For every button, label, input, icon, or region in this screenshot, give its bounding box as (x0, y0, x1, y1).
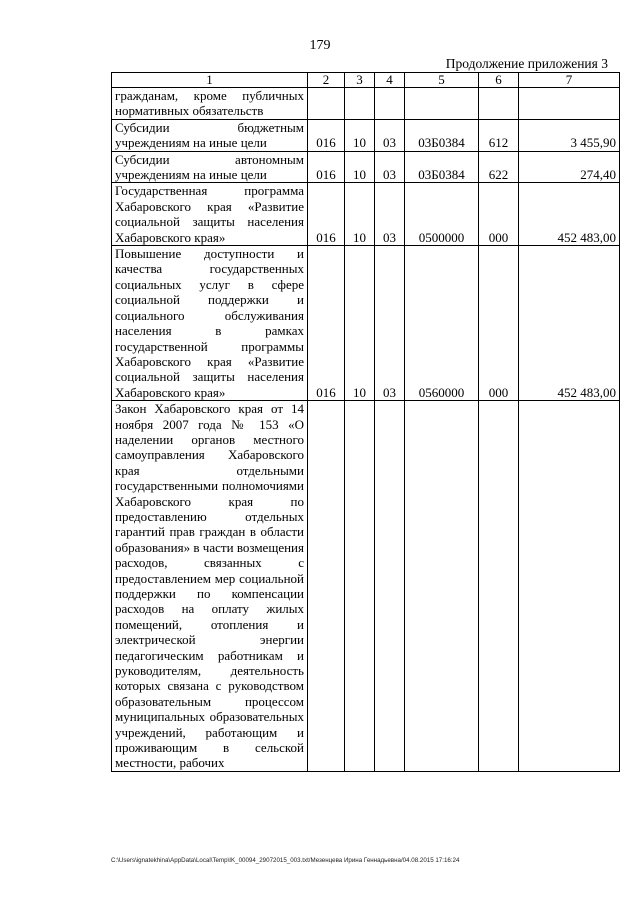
row-amount: 3 455,90 (519, 119, 620, 151)
row-subsection (375, 88, 405, 120)
table-row (112, 246, 620, 401)
row-target-article (405, 401, 479, 772)
continuation-label: Продолжение приложения 3 (445, 56, 608, 71)
row-section: 10 (345, 151, 375, 183)
row-subsection (375, 401, 405, 772)
table-row (112, 151, 620, 183)
row-expense-type: 622 (479, 151, 519, 183)
row-name: Закон Хабаровского края от 14 ноября 2007 года № 153 «О наделении органов местного самоуправления Хабаровского края отдельными государственными полномочиями Хабаровского края по предоставлению отдельных гарантий прав граждан в области образования» в части возмещения расходов, связанных с предоставлением мер социальной поддержки по компенсации расходов на оплату жилых помещений, отопления и электрической энергии педагогическим работникам и руководителям, деятельность которых связана с руководством образовательным процессом муниципальных образовательных учреждений, работающим и проживающим в сельской местности, рабочих (112, 401, 308, 772)
row-section (345, 401, 375, 772)
row-name: Субсидии автономным учреждениям на иные цели (112, 151, 308, 183)
row-name: Повышение доступности и качества государственных социальных услуг в сфере социальной поддержки и социального обслуживания населения в рамках государственной программы Хабаровского края «Развитие социальной защиты населения Хабаровского края» (112, 246, 308, 401)
row-expense-type (479, 88, 519, 120)
row-subsection: 03 (375, 246, 405, 401)
row-ministry: 016 (308, 183, 345, 246)
budget-table (111, 72, 620, 772)
row-amount (519, 401, 620, 772)
header-col-5: 5 (405, 73, 479, 88)
header-col-7: 7 (519, 73, 620, 88)
row-section: 10 (345, 119, 375, 151)
table-row (112, 183, 620, 246)
row-amount (519, 88, 620, 120)
row-target-article: 03Б0384 (405, 151, 479, 183)
footer-file-path: C:\Users\ignatekhina\AppData\Local\Temp\IK_00094_29072015_003.txt/Мезенцева Ирина Геннадьевна/04.08.2015 17:16:24 (111, 857, 460, 864)
row-target-article: 0560000 (405, 246, 479, 401)
header-col-2: 2 (308, 73, 345, 88)
row-section (345, 88, 375, 120)
row-expense-type (479, 401, 519, 772)
row-expense-type: 612 (479, 119, 519, 151)
header-col-3: 3 (345, 73, 375, 88)
table-row (112, 88, 620, 120)
table-row (112, 401, 620, 772)
row-amount: 452 483,00 (519, 183, 620, 246)
row-target-article: 0500000 (405, 183, 479, 246)
row-ministry (308, 401, 345, 772)
row-amount: 452 483,00 (519, 246, 620, 401)
row-target-article (405, 88, 479, 120)
row-expense-type: 000 (479, 183, 519, 246)
row-section: 10 (345, 246, 375, 401)
row-ministry: 016 (308, 246, 345, 401)
header-col-1: 1 (112, 73, 308, 88)
row-subsection: 03 (375, 151, 405, 183)
table-row (112, 119, 620, 151)
row-subsection: 03 (375, 119, 405, 151)
row-target-article: 03Б0384 (405, 119, 479, 151)
row-ministry (308, 88, 345, 120)
row-name: Государственная программа Хабаровского края «Развитие социальной защиты населения Хабаровского края» (112, 183, 308, 246)
header-col-4: 4 (375, 73, 405, 88)
row-subsection: 03 (375, 183, 405, 246)
row-amount: 274,40 (519, 151, 620, 183)
row-section: 10 (345, 183, 375, 246)
row-ministry: 016 (308, 119, 345, 151)
header-row (112, 73, 620, 88)
row-name: гражданам, кроме публичных нормативных обязательств (112, 88, 308, 120)
page-number: 179 (309, 38, 331, 53)
row-ministry: 016 (308, 151, 345, 183)
row-name: Субсидии бюджетным учреждениям на иные цели (112, 119, 308, 151)
row-expense-type: 000 (479, 246, 519, 401)
header-col-6: 6 (479, 73, 519, 88)
